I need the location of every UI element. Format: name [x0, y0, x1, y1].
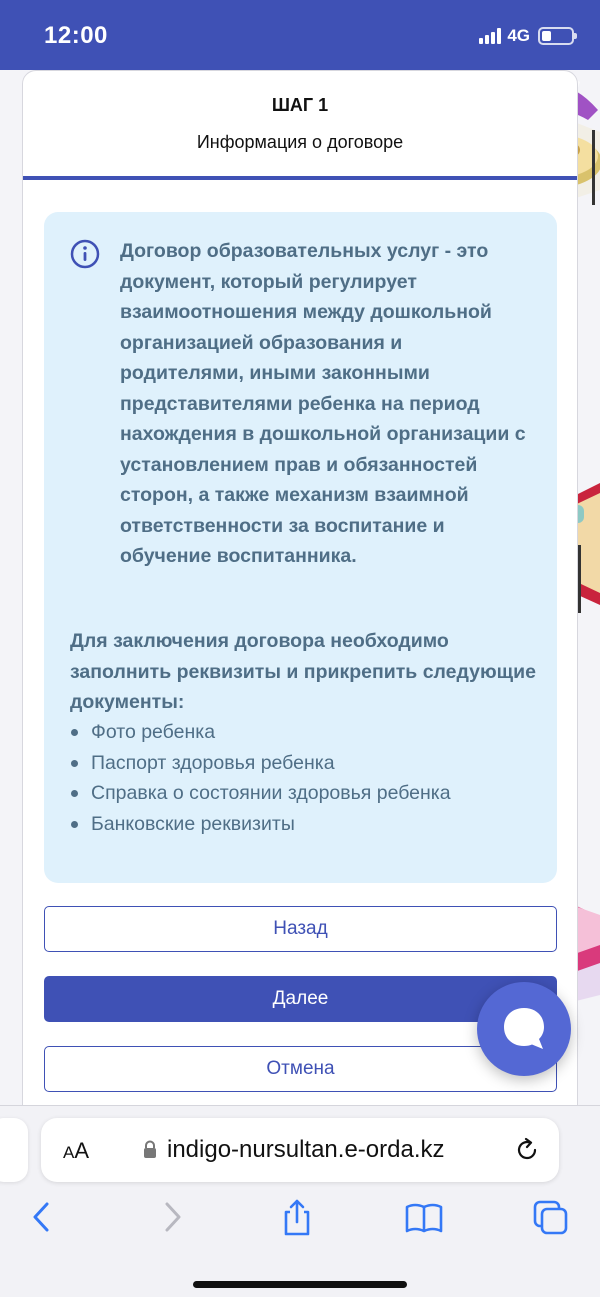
status-indicators: [479, 26, 574, 46]
address-bar[interactable]: [41, 1118, 559, 1182]
requirements-intro: Для заключения договора необходимо заполнить реквизиты и прикрепить следующие документы:: [70, 630, 536, 713]
list-item: Справка о состоянии здоровья ребенка: [70, 778, 540, 809]
step-title: ШАГ 1: [271, 95, 329, 115]
info-panel: [44, 212, 557, 883]
cancel-button[interactable]: Отмена: [44, 1046, 557, 1092]
previous-tab-preview[interactable]: [0, 1118, 28, 1182]
browser-bar: [0, 1105, 600, 1297]
next-button[interactable]: Далее: [44, 976, 557, 1022]
battery-icon: [538, 27, 574, 45]
tabs-icon[interactable]: [532, 1198, 572, 1238]
browser-toolbar: [0, 1198, 600, 1248]
contract-step-card: [22, 70, 578, 1105]
list-item: Банковские реквизиты: [70, 809, 540, 840]
reload-icon[interactable]: [513, 1136, 541, 1164]
step-subtitle: Информация о договоре: [196, 132, 404, 152]
step-progress-line: [23, 176, 577, 180]
lock-icon: [143, 1140, 157, 1159]
web-page: [0, 70, 600, 1105]
share-icon[interactable]: [277, 1198, 317, 1238]
chat-bubble-icon: [477, 982, 571, 1076]
url-text: indigo-nursultan.e-orda.kz: [167, 1136, 445, 1163]
list-item: Фото ребенка: [70, 717, 540, 748]
home-indicator[interactable]: [193, 1281, 407, 1288]
back-button[interactable]: Назад: [44, 906, 557, 952]
info-circle-icon: [70, 239, 100, 269]
text-size-button[interactable]: AA: [63, 1138, 90, 1163]
status-bar: [0, 0, 600, 70]
contract-description: Договор образовательных услуг - это документ, который регулирует взаимоотношения между дошкольной организацией образования и родителями, иными законными представителями ребенка на период нахождения в дошкольной организации с установлением прав и обязанностей сторон, а также механизм взаимной ответственности за воспитание и обучение воспитанника.: [120, 240, 526, 567]
chat-button[interactable]: [477, 982, 571, 1076]
network-type: 4G: [507, 26, 530, 45]
bookmarks-icon[interactable]: [404, 1198, 444, 1238]
required-documents-list: [70, 717, 540, 839]
back-arrow-icon[interactable]: [22, 1198, 62, 1238]
forward-arrow-icon[interactable]: [152, 1198, 192, 1238]
status-time: 12:00: [44, 22, 108, 49]
list-item: Паспорт здоровья ребенка: [70, 748, 540, 779]
cellular-signal-icon: [479, 28, 501, 44]
